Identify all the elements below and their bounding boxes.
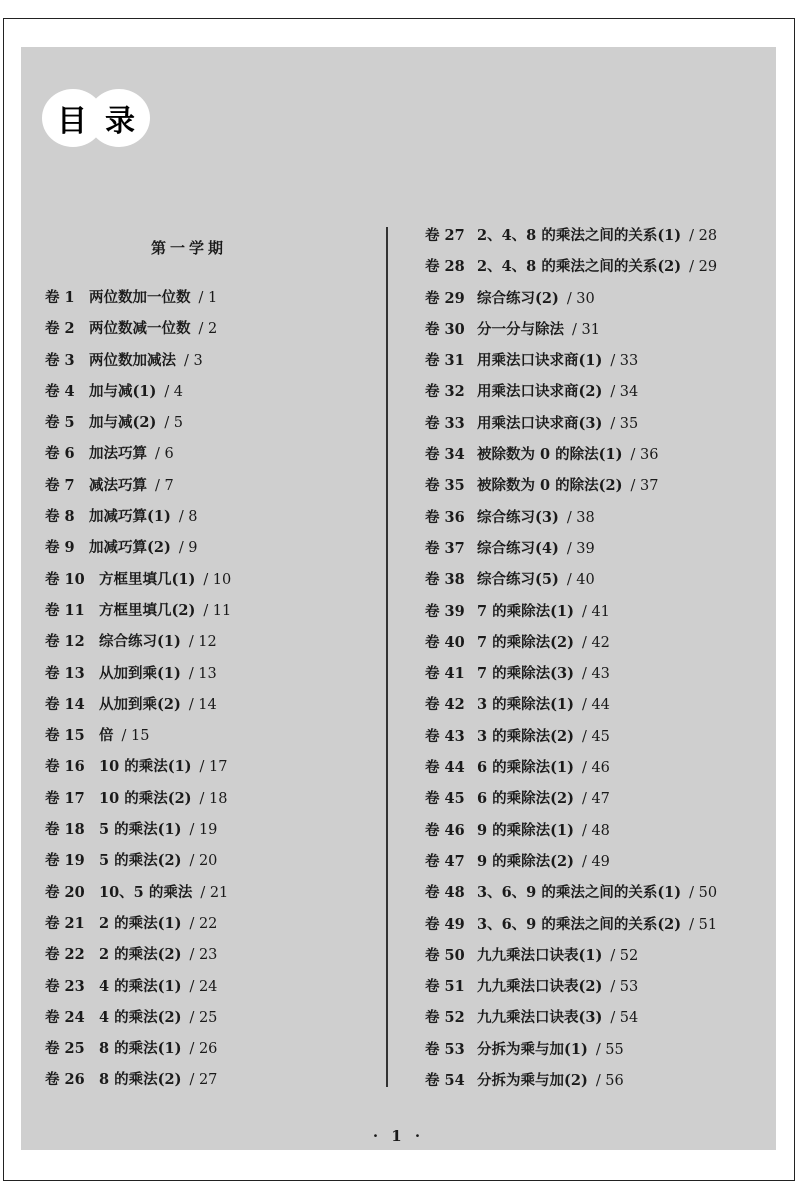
toc-entry-page: / 5: [164, 415, 184, 432]
toc-entry[interactable]: [425, 1002, 717, 1033]
toc-entry[interactable]: [45, 313, 231, 344]
toc-entry[interactable]: [45, 532, 231, 563]
toc-entry-title: 分拆为乘与加(1): [477, 1040, 588, 1058]
toc-entry-page: / 3: [184, 352, 203, 369]
toc-entry-number: 卷 9: [45, 539, 75, 557]
toc-entry-number: 卷 54: [425, 1072, 465, 1090]
toc-entry-title: 被除数为 0 的除法(1): [477, 446, 623, 464]
toc-entry[interactable]: [45, 971, 231, 1002]
toc-entry-number: 卷 51: [425, 978, 465, 996]
toc-entry-number: 卷 34: [425, 446, 465, 464]
toc-entry-number: 卷 33: [425, 414, 465, 432]
toc-entry-page: / 28: [689, 228, 718, 244]
toc-entry-number: 卷 8: [45, 508, 75, 526]
toc-entry[interactable]: [45, 689, 231, 720]
toc-entry-number: 卷 49: [425, 915, 465, 933]
toc-entry-page: / 15: [121, 728, 150, 745]
toc-entry-title: 10、5 的乘法: [99, 883, 193, 901]
toc-entry-title: 综合练习(4): [477, 539, 559, 557]
toc-entry-page: / 42: [581, 634, 610, 651]
toc-entry-title: 4 的乘法(1): [99, 977, 182, 995]
toc-entry-title: 4 的乘法(2): [99, 1008, 182, 1026]
toc-entry[interactable]: [45, 1064, 231, 1095]
toc-entry-title: 2 的乘法(2): [99, 946, 182, 964]
toc-entry-number: 卷 20: [45, 883, 85, 901]
toc-entry-number: 卷 16: [45, 758, 85, 776]
toc-entry-title: 8 的乘法(2): [99, 1071, 182, 1089]
toc-entry-title: 7 的乘除法(2): [477, 633, 574, 651]
toc-entry-title: 2 的乘法(1): [99, 914, 182, 932]
toc-entry-number: 卷 42: [425, 696, 465, 714]
toc-entry-page: / 23: [189, 947, 218, 964]
toc-entry[interactable]: [425, 877, 717, 908]
toc-entry-page: / 49: [581, 853, 610, 870]
toc-entry-number: 卷 27: [425, 227, 465, 244]
toc-entry[interactable]: [45, 908, 231, 939]
toc-entry-page: / 36: [630, 447, 659, 464]
toc-entry-title: 加减巧算(1): [89, 508, 171, 526]
toc-entry-number: 卷 25: [45, 1040, 85, 1058]
toc-entry[interactable]: [45, 658, 231, 689]
toc-entry-page: / 27: [189, 1072, 218, 1089]
toc-entry[interactable]: [45, 438, 231, 469]
toc-entry[interactable]: [425, 971, 717, 1002]
toc-entry-title: 方框里填几(2): [99, 601, 196, 619]
toc-title-badge: [42, 89, 150, 147]
toc-entry-title: 被除数为 0 的除法(2): [477, 477, 623, 495]
toc-entry[interactable]: [425, 783, 717, 814]
toc-entry[interactable]: [425, 752, 717, 783]
toc-entry-number: 卷 14: [45, 695, 85, 713]
toc-entry[interactable]: [425, 627, 717, 658]
toc-entry-title: 2、4、8 的乘法之间的关系(2): [477, 258, 682, 276]
toc-entry[interactable]: [425, 815, 717, 846]
toc-entry[interactable]: [45, 595, 231, 626]
toc-entry-number: 卷 2: [45, 320, 75, 338]
toc-entry-page: / 30: [566, 290, 595, 307]
toc-entry-title: 2、4、8 的乘法之间的关系(1): [477, 227, 682, 244]
toc-entry[interactable]: [425, 940, 717, 971]
toc-right-column: [425, 220, 717, 1096]
toc-entry-title: 加法巧算: [89, 445, 147, 463]
toc-entry-page: / 53: [610, 979, 639, 996]
toc-entry-number: 卷 6: [45, 445, 75, 463]
toc-entry-title: 9 的乘除法(1): [477, 821, 574, 839]
toc-entry-page: / 37: [630, 478, 659, 495]
toc-entry-title: 综合练习(1): [99, 633, 181, 651]
toc-entry-title: 用乘法口诀求商(2): [477, 383, 603, 401]
toc-entry[interactable]: [425, 689, 717, 720]
toc-entry-number: 卷 19: [45, 852, 85, 870]
toc-entry-page: / 29: [689, 259, 718, 276]
toc-entry-title: 6 的乘除法(2): [477, 790, 574, 808]
toc-entry-number: 卷 13: [45, 664, 85, 682]
toc-entry-number: 卷 31: [425, 352, 465, 370]
toc-entry-page: / 41: [581, 603, 610, 620]
toc-entry-title: 分拆为乘与加(2): [477, 1072, 588, 1090]
toc-entry-title: 从加到乘(2): [99, 695, 181, 713]
toc-entry[interactable]: [425, 658, 717, 689]
toc-entry-page: / 39: [566, 540, 595, 557]
toc-entry-number: 卷 22: [45, 946, 85, 964]
toc-entry-page: / 13: [188, 665, 217, 682]
toc-entry-title: 加与减(1): [89, 382, 157, 400]
toc-entry-page: / 38: [566, 509, 595, 526]
toc-entry-title: 两位数加一位数: [89, 289, 191, 306]
toc-entry[interactable]: [45, 501, 231, 532]
toc-entry-page: / 45: [581, 728, 610, 745]
toc-entry-title: 倍: [99, 727, 114, 745]
toc-entry-page: / 56: [595, 1073, 624, 1090]
toc-entry-title: 3、6、9 的乘法之间的关系(1): [477, 884, 682, 902]
toc-entry[interactable]: [425, 345, 717, 376]
toc-entry-page: / 4: [164, 383, 184, 400]
toc-entry-title: 10 的乘法(1): [99, 758, 192, 776]
toc-entry-page: / 52: [610, 947, 639, 964]
toc-entry-number: 卷 30: [425, 320, 465, 338]
toc-entry-number: 卷 40: [425, 633, 465, 651]
toc-entry-number: 卷 29: [425, 289, 465, 307]
toc-entry-page: / 17: [199, 759, 228, 776]
toc-entry-title: 分一分与除法: [477, 320, 564, 338]
toc-entry-page: / 8: [178, 509, 198, 526]
toc-entry-title: 综合练习(3): [477, 508, 559, 526]
toc-entry[interactable]: [425, 439, 717, 470]
toc-entry-page: / 6: [155, 446, 174, 463]
toc-entry-page: / 11: [203, 602, 232, 619]
toc-entry-page: / 51: [689, 916, 718, 933]
toc-page: [21, 47, 776, 1150]
toc-entry-number: 卷 18: [45, 821, 85, 839]
toc-entry-page: / 50: [689, 885, 718, 902]
toc-entry-title: 8 的乘法(1): [99, 1040, 182, 1058]
toc-entry-number: 卷 47: [425, 852, 465, 870]
toc-entry-title: 3 的乘除法(1): [477, 696, 574, 714]
toc-entry-number: 卷 48: [425, 884, 465, 902]
toc-entry-number: 卷 7: [45, 476, 75, 494]
toc-entry-page: / 7: [155, 477, 174, 494]
toc-entry-number: 卷 10: [45, 570, 85, 588]
toc-entry-number: 卷 46: [425, 821, 465, 839]
toc-entry[interactable]: [425, 314, 717, 345]
toc-entry-page: / 2: [198, 321, 218, 338]
toc-entry-page: / 20: [189, 853, 218, 870]
toc-entry[interactable]: [425, 1034, 717, 1065]
toc-entry-number: 卷 35: [425, 477, 465, 495]
toc-entry-number: 卷 45: [425, 790, 465, 808]
toc-entry-page: / 9: [178, 540, 198, 557]
toc-entry-page: / 22: [189, 915, 218, 932]
toc-entry-number: 卷 36: [425, 508, 465, 526]
toc-entry-title: 5 的乘法(2): [99, 852, 182, 870]
toc-entry[interactable]: [45, 1002, 231, 1033]
toc-entry[interactable]: [45, 470, 231, 501]
toc-entry-page: / 1: [198, 290, 218, 306]
toc-entry-page: / 14: [188, 696, 217, 713]
toc-entry-number: 卷 32: [425, 383, 465, 401]
toc-entry-page: / 10: [203, 571, 232, 588]
toc-entry-page: / 18: [199, 790, 228, 807]
toc-entry-title: 减法巧算: [89, 476, 147, 494]
toc-entry[interactable]: [45, 783, 231, 814]
toc-entry[interactable]: [425, 283, 717, 314]
toc-left-column: [45, 282, 231, 1096]
toc-entry-number: 卷 44: [425, 759, 465, 777]
toc-entry[interactable]: [45, 282, 231, 313]
toc-entry[interactable]: [425, 220, 717, 251]
toc-entry-title: 9 的乘除法(2): [477, 852, 574, 870]
toc-entry-page: / 47: [581, 791, 610, 808]
toc-entry-number: 卷 17: [45, 789, 85, 807]
toc-entry-number: 卷 15: [45, 727, 85, 745]
toc-entry-number: 卷 39: [425, 602, 465, 620]
toc-entry-page: / 33: [610, 353, 639, 370]
toc-entry-number: 卷 23: [45, 977, 85, 995]
toc-entry-title: 7 的乘除法(1): [477, 602, 574, 620]
toc-entry-page: / 54: [610, 1010, 639, 1027]
toc-entry-number: 卷 24: [45, 1008, 85, 1026]
toc-entry[interactable]: [425, 376, 717, 407]
toc-entry-number: 卷 3: [45, 351, 75, 369]
toc-entry-number: 卷 12: [45, 633, 85, 651]
toc-entry[interactable]: [425, 564, 717, 595]
semester-heading: 第一学期: [151, 239, 228, 257]
toc-entry-page: / 43: [581, 666, 610, 683]
toc-entry-page: / 40: [566, 572, 595, 589]
toc-entry-number: 卷 38: [425, 571, 465, 589]
toc-entry-page: / 21: [200, 884, 229, 901]
toc-entry-page: / 46: [581, 760, 610, 777]
toc-entry-number: 卷 52: [425, 1009, 465, 1027]
toc-entry-number: 卷 26: [45, 1071, 85, 1089]
page-number: · 1 ·: [372, 1127, 425, 1145]
toc-entry-page: / 44: [581, 697, 610, 714]
toc-entry-title: 两位数加减法: [89, 351, 176, 369]
toc-entry-page: / 26: [189, 1041, 218, 1058]
toc-entry-title: 九九乘法口诀表(1): [477, 946, 603, 964]
column-divider: [386, 227, 388, 1087]
toc-title-char-1: 目: [57, 104, 87, 139]
toc-entry-page: / 34: [610, 384, 639, 401]
toc-entry[interactable]: [45, 877, 231, 908]
toc-entry-title: 3、6、9 的乘法之间的关系(2): [477, 915, 682, 933]
toc-entry-number: 卷 11: [45, 601, 85, 619]
toc-entry-title: 6 的乘除法(1): [477, 759, 574, 777]
toc-entry-title: 加减巧算(2): [89, 539, 171, 557]
toc-entry[interactable]: [45, 564, 231, 595]
toc-entry-number: 卷 53: [425, 1040, 465, 1058]
toc-entry-title: 综合练习(5): [477, 571, 559, 589]
toc-entry[interactable]: [45, 1033, 231, 1064]
toc-entry-page: / 25: [189, 1009, 218, 1026]
toc-entry[interactable]: [45, 626, 231, 657]
toc-entry[interactable]: [45, 814, 231, 845]
toc-entry-title: 九九乘法口诀表(3): [477, 1009, 603, 1027]
toc-entry-page: / 19: [189, 822, 218, 839]
toc-title-char-2: 录: [105, 104, 135, 139]
toc-entry[interactable]: [45, 345, 231, 376]
toc-entry-title: 10 的乘法(2): [99, 789, 192, 807]
toc-entry-title: 7 的乘除法(3): [477, 665, 574, 683]
toc-entry-title: 九九乘法口诀表(2): [477, 978, 603, 996]
toc-entry-page: / 35: [610, 415, 639, 432]
toc-entry[interactable]: [45, 939, 231, 970]
toc-entry[interactable]: [45, 376, 231, 407]
toc-entry[interactable]: [45, 407, 231, 438]
toc-title: [42, 89, 150, 147]
toc-entry-page: / 12: [188, 634, 217, 651]
toc-entry-page: / 48: [581, 822, 610, 839]
toc-entry[interactable]: [425, 909, 717, 940]
toc-entry[interactable]: [425, 408, 717, 439]
toc-entry-title: 3 的乘除法(2): [477, 727, 574, 745]
toc-entry-page: / 31: [572, 321, 600, 338]
toc-entry-title: 加与减(2): [89, 414, 157, 432]
toc-entry-number: 卷 37: [425, 539, 465, 557]
toc-entry-number: 卷 5: [45, 414, 75, 432]
toc-entry-title: 两位数减一位数: [89, 320, 191, 338]
toc-entry-page: / 24: [189, 978, 218, 995]
toc-entry-title: 从加到乘(1): [99, 664, 181, 682]
toc-entry[interactable]: [45, 751, 231, 782]
toc-entry[interactable]: [425, 470, 717, 501]
toc-entry-title: 用乘法口诀求商(3): [477, 414, 603, 432]
toc-entry-number: 卷 50: [425, 946, 465, 964]
toc-entry-title: 5 的乘法(1): [99, 821, 182, 839]
toc-entry[interactable]: [425, 1065, 717, 1096]
toc-entry[interactable]: [425, 502, 717, 533]
toc-entry[interactable]: [425, 721, 717, 752]
toc-entry[interactable]: [45, 845, 231, 876]
toc-entry[interactable]: [45, 720, 231, 751]
toc-entry-number: 卷 21: [45, 914, 85, 932]
toc-entry[interactable]: [425, 251, 717, 282]
toc-entry-number: 卷 4: [45, 382, 75, 400]
toc-entry-title: 用乘法口诀求商(1): [477, 352, 603, 370]
toc-entry[interactable]: [425, 533, 717, 564]
toc-entry-number: 卷 1: [45, 289, 75, 306]
toc-entry-number: 卷 43: [425, 727, 465, 745]
toc-entry-title: 方框里填几(1): [99, 570, 196, 588]
toc-entry[interactable]: [425, 596, 717, 627]
toc-entry-number: 卷 28: [425, 258, 465, 276]
toc-entry[interactable]: [425, 846, 717, 877]
toc-entry-title: 综合练习(2): [477, 289, 559, 307]
toc-entry-number: 卷 41: [425, 665, 465, 683]
toc-entry-page: / 55: [595, 1041, 624, 1058]
